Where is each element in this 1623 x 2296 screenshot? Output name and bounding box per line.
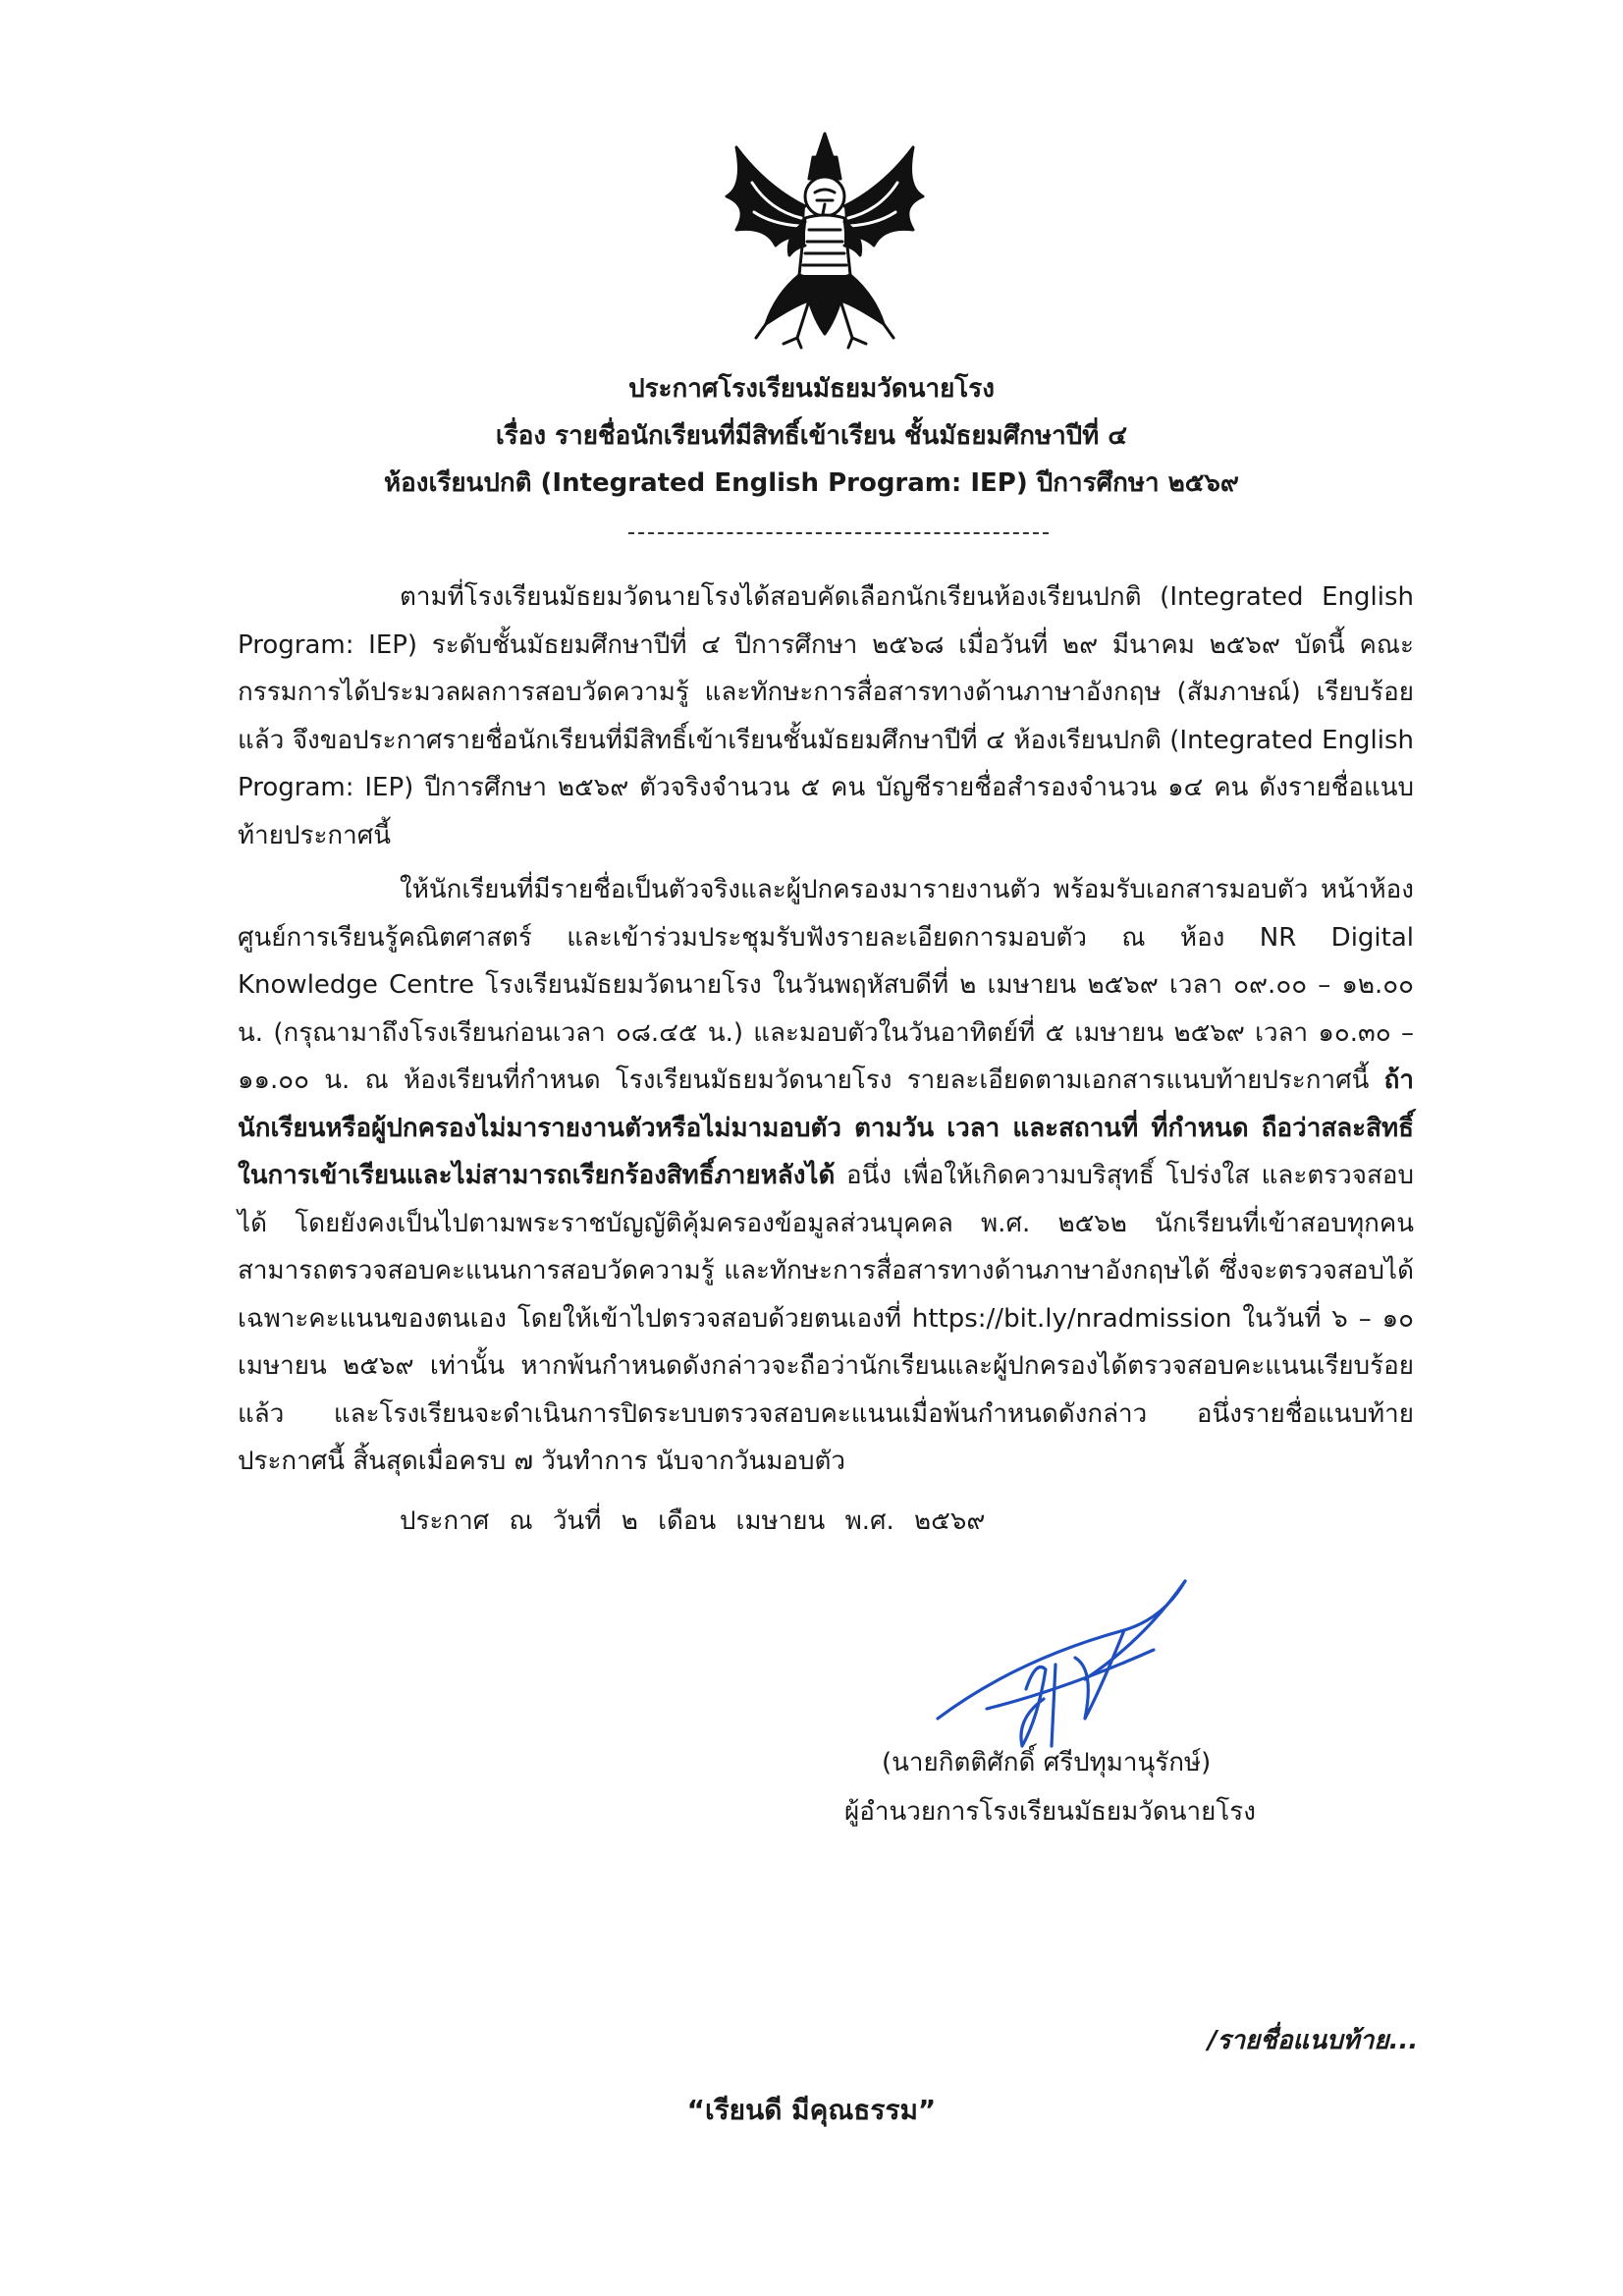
school-motto: “เรียนดี มีคุณธรรม”: [686, 2094, 937, 2126]
heading-line-2: เรื่อง รายชื่อนักเรียนที่มีสิทธิ์เข้าเรียน ชั้นมัธยมศึกษาปีที่ ๔: [495, 421, 1128, 451]
signature-icon: [928, 1571, 1193, 1758]
announcement-heading: [0, 365, 1623, 507]
body-paragraph-2: [238, 866, 1414, 1486]
heading-divider: [628, 532, 1049, 534]
paragraph-2-bold-warning: ถ้านักเรียนหรือผู้ปกครองไม่มารายงานตัวหรือไม่มามอบตัว ตามวัน เวลา และสถานที่ ที่กำหนด ถือว่าสละสิทธิ์ในการเข้าเรียนและไม่สามารถเรียกร้องสิทธิ์ภายหลังได้: [238, 1066, 1414, 1190]
announcement-date: ประกาศ ณ วันที่ ๒ เดือน เมษายน พ.ศ. ๒๕๖๙: [400, 1506, 986, 1536]
heading-line-3: ห้องเรียนปกติ (Integrated English Program: IEP) ปีการศึกษา ๒๕๖๙: [384, 468, 1239, 498]
body-paragraph-1: [238, 574, 1414, 859]
attachment-note: /รายชื่อแนบท้าย...: [1208, 2026, 1419, 2055]
garuda-emblem-icon: [707, 128, 943, 354]
paragraph-2-text: [238, 866, 1414, 1486]
signer-position: ผู้อำนวยการโรงเรียนมัธยมวัดนายโรง: [844, 1797, 1256, 1827]
heading-line-1: ประกาศโรงเรียนมัธยมวัดนายโรง: [628, 374, 995, 404]
signer-name: (นายกิตติศักดิ์ ศรีปทุมานุรักษ์): [882, 1748, 1212, 1777]
signer-block: [844, 1738, 1335, 1836]
paragraph-1-text: ตามที่โรงเรียนมัธยมวัดนายโรงได้สอบคัดเลือกนักเรียนห้องเรียนปกติ (Integrated English Program: IEP) ระดับชั้นมัธยมศึกษาปีที่ ๔ ปีการศึกษา ๒๕๖๘ เมื่อวันที่ ๒๙ มีนาคม ๒๕๖๙ บัดนี้ คณะกรรมการได้ประมวลผลการสอบวัดความรู้ และทักษะการสื่อสารทางด้านภาษาอังกฤษ (สัมภาษณ์) เรียบร้อยแล้ว จึงขอประกาศรายชื่อนักเรียนที่มีสิทธิ์เข้าเรียนชั้นมัธยมศึกษาปีที่ ๔ ห้องเรียนปกติ (Integrated English Program: IEP) ปีการศึกษา ๒๕๖๙ ตัวจริงจำนวน ๕ คน บัญชีรายชื่อสำรองจำนวน ๑๔ คน ดังรายชื่อแนบท้ายประกาศนี้: [238, 582, 1414, 850]
paragraph-2-part-b: อนึ่ง เพื่อให้เกิดความบริสุทธิ์ โปร่งใส และตรวจสอบได้ โดยยังคงเป็นไปตามพระราชบัญญัติคุ้มครองข้อมูลส่วนบุคคล พ.ศ. ๒๕๖๒ นักเรียนที่เข้าสอบทุกคนสามารถตรวจสอบคะแนนการสอบวัดความรู้ และทักษะการสื่อสารทางด้านภาษาอังกฤษได้ ซึ่งจะตรวจสอบได้เฉพาะคะแนนของตนเอง โดยให้เข้าไปตรวจสอบด้วยตนเองที่ https://bit.ly/nradmission ในวันที่ ๖ – ๑๐ เมษายน ๒๕๖๙ เท่านั้น หากพ้นกำหนดดังกล่าวจะถือว่านักเรียนและผู้ปกครองได้ตรวจสอบคะแนนเรียบร้อยแล้ว และโรงเรียนจะดำเนินการปิดระบบตรวจสอบคะแนนเมื่อพ้นกำหนดดังกล่าว อนึ่งรายชื่อแนบท้ายประกาศนี้ สิ้นสุดเมื่อครบ ๗ วันทำการ นับจากวันมอบตัว: [238, 1161, 1414, 1476]
paragraph-2-part-a: ให้นักเรียนที่มีรายชื่อเป็นตัวจริงและผู้ปกครองมารายงานตัว พร้อมรับเอกสารมอบตัว หน้าห้องศูนย์การเรียนรู้คณิตศาสตร์ และเข้าร่วมประชุมรับฟังรายละเอียดการมอบตัว ณ ห้อง NR Digital Knowledge Centre โรงเรียนมัธยมวัดนายโรง ในวันพฤหัสบดีที่ ๒ เมษายน ๒๕๖๙ เวลา ๐๙.๐๐ – ๑๒.๐๐ น. (กรุณามาถึงโรงเรียนก่อนเวลา ๐๘.๔๕ น.) และมอบตัวในวันอาทิตย์ที่ ๕ เมษายน ๒๕๖๙ เวลา ๑๐.๓๐ – ๑๑.๐๐ น. ณ ห้องเรียนที่กำหนด โรงเรียนมัธยมวัดนายโรง รายละเอียดตามเอกสารแนบท้ายประกาศนี้: [238, 875, 1414, 1095]
